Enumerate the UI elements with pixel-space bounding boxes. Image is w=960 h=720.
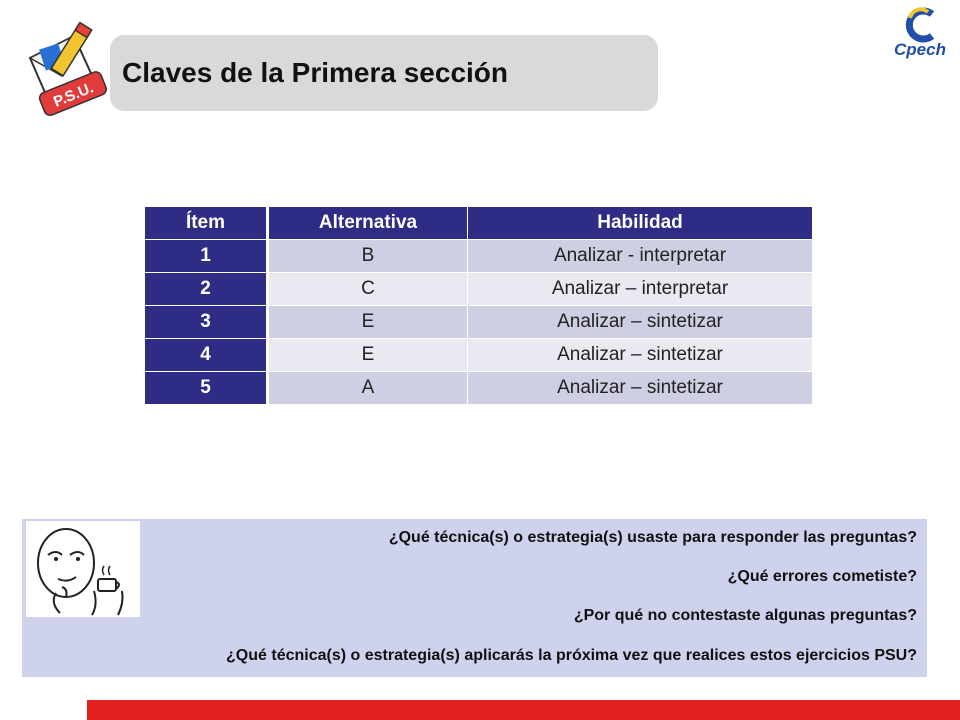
cell-item: 5 xyxy=(145,372,268,405)
question-next-strategy: ¿Qué técnica(s) o estrategia(s) aplicarás la próxima vez que realices estos ejercicios PSU? xyxy=(226,647,917,664)
reflection-box xyxy=(22,519,927,677)
header-item: Ítem xyxy=(145,207,268,240)
table-row xyxy=(145,372,813,405)
cell-item: 1 xyxy=(145,240,268,273)
psu-logo xyxy=(22,18,112,118)
cell-habilidad: Analizar - interpretar xyxy=(468,240,813,273)
answer-key-table xyxy=(144,206,813,405)
cell-habilidad: Analizar – sintetizar xyxy=(468,339,813,372)
table-row xyxy=(145,306,813,339)
cell-habilidad: Analizar – interpretar xyxy=(468,273,813,306)
table-row xyxy=(145,240,813,273)
cpech-brand-text: Cpech xyxy=(894,40,946,59)
question-strategy-used: ¿Qué técnica(s) o estrategia(s) usaste para responder las preguntas? xyxy=(388,529,917,546)
cell-item: 4 xyxy=(145,339,268,372)
table-row xyxy=(145,273,813,306)
cell-alternativa: C xyxy=(268,273,468,306)
cell-item: 2 xyxy=(145,273,268,306)
thinking-meme-face-icon xyxy=(26,521,140,617)
cell-habilidad: Analizar – sintetizar xyxy=(468,306,813,339)
table-row xyxy=(145,339,813,372)
bottom-accent-bar xyxy=(87,700,960,720)
page-title: Claves de la Primera sección xyxy=(122,57,508,88)
cell-habilidad: Analizar – sintetizar xyxy=(468,372,813,405)
header-alternativa: Alternativa xyxy=(268,207,468,240)
cpech-logo xyxy=(888,4,952,66)
table-header-row xyxy=(145,207,813,240)
cell-alternativa: E xyxy=(268,339,468,372)
psu-logo-text: P.S.U. xyxy=(51,79,96,111)
header-habilidad: Habilidad xyxy=(468,207,813,240)
cell-alternativa: A xyxy=(268,372,468,405)
question-unanswered: ¿Por qué no contestaste algunas preguntas? xyxy=(573,607,917,624)
cell-alternativa: E xyxy=(268,306,468,339)
cell-alternativa: B xyxy=(268,240,468,273)
question-errors: ¿Qué errores cometiste? xyxy=(727,568,917,585)
title-box xyxy=(110,35,658,111)
cell-item: 3 xyxy=(145,306,268,339)
